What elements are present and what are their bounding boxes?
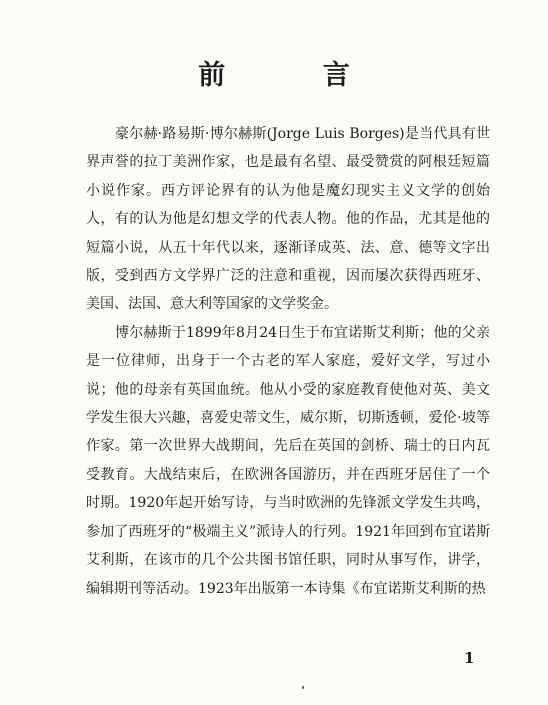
- body-text: [86, 120, 490, 603]
- page-title: 前 言: [198, 60, 394, 91]
- paragraph-1: 豪尔赫·路易斯·博尔赫斯(Jorge Luis Borges)是当代具有世界声誉的拉丁美洲作家，也是最有名望、最受赞赏的阿根廷短篇小说作家。西方评论界有的认为他是魔幻现实主义文学的创始人，有的认为他是幻想文学的代表人物。他的作品，尤其是他的短篇小说，从五十年代以来，逐渐译成英、法、意、德等文字出版，受到西方文学界广泛的注意和重视，因而屡次获得西班牙、美国、法国、意大利等国家的文学奖金。: [86, 126, 490, 313]
- page-number: 1: [464, 649, 475, 667]
- paragraph-2: 博尔赫斯于1899年8月24日生于布宜诺斯艾利斯；他的父亲是一位律师，出身于一个古老的军人家庭，爱好文学，写过小说；他的母亲有英国血统。他从小受的家庭教育使他对英、美文学发生很大兴趣，喜爱史蒂文生，威尔斯，切斯透顿，爱伦·坡等作家。第一次世界大战期间，先后在英国的剑桥、瑞士的日内瓦受教育。大战结束后，在欧洲各国游历，并在西班牙居住了一个时期。1920年起开始写诗，与当时欧洲的先锋派文学发生共鸣，参加了西班牙的“极端主义”派诗人的行列。1921年回到布宜诺斯艾利斯，在该市的几个公共图书馆任职，同时从事写作，讲学，编辑期刊等活动。1923年出版第一本诗集《布宜诺斯艾利斯的热: [86, 324, 490, 597]
- scan-speck: [302, 686, 304, 689]
